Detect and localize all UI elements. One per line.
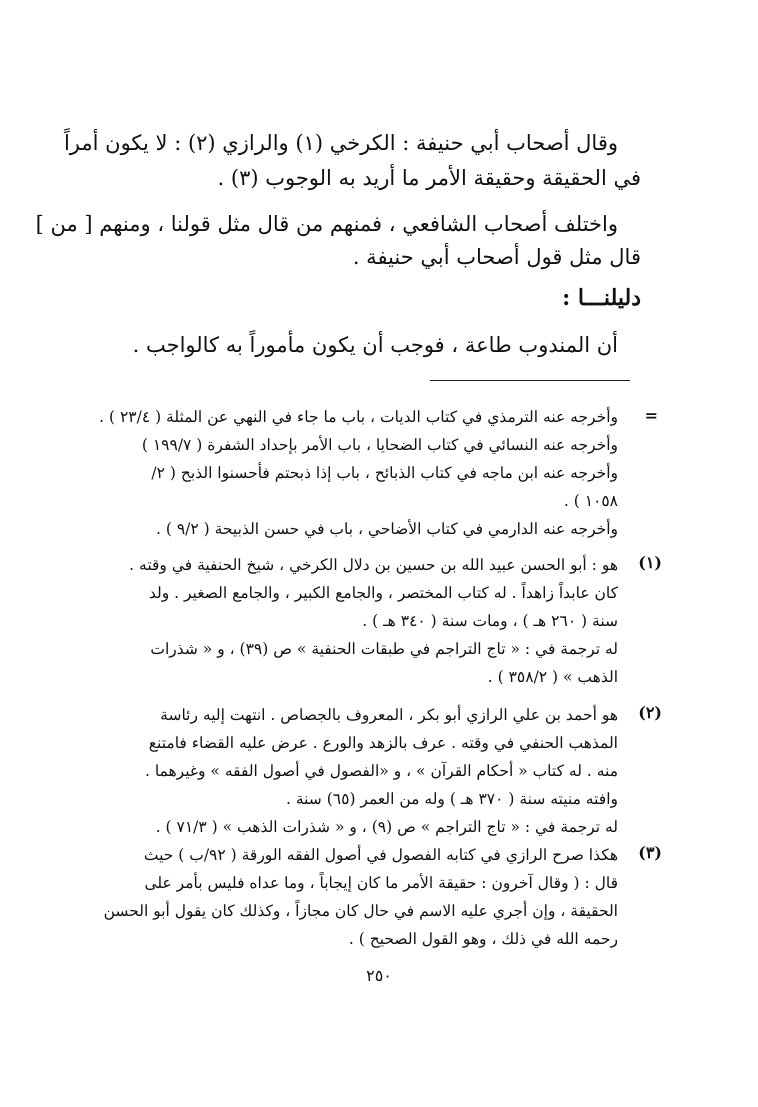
page-number: ٢٥٠ [366,966,392,985]
footnote-cont-line: وأخرجه عنه النسائي في كتاب الضحايا ، باب الأمر بإحداد الشفرة ( ١٩٩/٧ ) [141,436,618,454]
footnote-2-line: له ترجمة في : « تاج التراجم » ص (٩) ، و « شذرات الذهب » ( ٧١/٣ ) . [155,818,618,836]
footnote-1-line: الذهب » ( ٣٥٨/٢ ) . [487,668,618,686]
footnote-1-line: هو : أبو الحسن عبيد الله بن حسين بن دلال الكرخي ، شيخ الحنفية في وقته . [129,556,618,574]
footnote-cont-line: وأخرجه عنه ابن ماجه في كتاب الذبائح ، باب إذا ذبحتم فأحسنوا الذبح ( ٢/ [151,464,618,482]
main-paragraph-1-line-2: في الحقيقة وحقيقة الأمر ما أريد به الوجوب (٣) . [217,166,641,190]
footnote-cont-line: ١٠٥٨ ) . [563,492,618,510]
footnote-separator [430,380,630,381]
footnote-3-line: قال : ( وقال آخرون : حقيقة الأمر ما كان إيجاباً ، وما عداه فليس بأمر على [144,874,618,892]
footnote-1-line: له ترجمة في : « تاج التراجم في طبقات الحنفية » ص (٣٩) ، و « شذرات [150,640,618,658]
continuation-marker: = [644,406,658,425]
footnote-2-line: المذهب الحنفي في وقته . عرف بالزهد والورع . عرض عليه القضاء فامتنع [148,734,618,752]
footnote-2-line: منه . له كتاب « أحكام القرآن » ، و «الفصول في أصول الفقه » وغيرهما . [144,762,618,780]
footnote-cont-line: وأخرجه عنه الدارمي في كتاب الأضاحي ، باب في حسن الذبيحة ( ٩/٢ ) . [156,520,618,538]
footnote-2-line: هو أحمد بن علي الرازي أبو بكر ، المعروف بالجصاص . انتهت إليه رئاسة [160,706,618,724]
main-paragraph-2-line-1: واختلف أصحاب الشافعي ، فمنهم من قال مثل قولنا ، ومنهم [ من ] [35,212,618,236]
main-paragraph-2-line-2: قال مثل قول أصحاب أبي حنيفة . [352,245,641,269]
footnote-3-line: الحقيقة ، وإن أجري عليه الاسم في حال كان مجازاً ، وكذلك كان يقول أبو الحسن [103,902,618,920]
main-paragraph-3: أن المندوب طاعة ، فوجب أن يكون مأموراً به كالواجب . [132,333,618,357]
main-paragraph-1-line-1: وقال أصحاب أبي حنيفة : الكرخي (١) والرازي (٢) : لا يكون أمراً [63,131,618,155]
footnote-1-line: سنة ( ٢٦٠ هـ ) ، ومات سنة ( ٣٤٠ هـ ) . [362,612,618,630]
footnote-3-line: رحمه الله في ذلك ، وهو القول الصحيح ) . [348,930,618,948]
footnote-3-line: هكذا صرح الرازي في كتابه الفصول في أصول الفقه الورقة ( ٩٢/ب ) حيث [143,846,618,864]
footnote-2-number: (٢) [638,703,662,722]
footnote-cont-line: وأخرجه عنه الترمذي في كتاب الديات ، باب ما جاء في النهي عن المثلة ( ٢٣/٤ ) . [99,408,618,426]
footnote-1-number: (١) [638,553,662,572]
footnote-3-number: (٣) [638,843,662,862]
footnote-2-line: وافته منيته سنة ( ٣٧٠ هـ ) وله من العمر (٦٥) سنة . [285,790,618,808]
section-heading: دليلنـــا : [562,285,641,311]
footnote-1-line: كان عابداً زاهداً . له كتاب المختصر ، والجامع الكبير ، والجامع الصغير . ولد [148,584,618,602]
